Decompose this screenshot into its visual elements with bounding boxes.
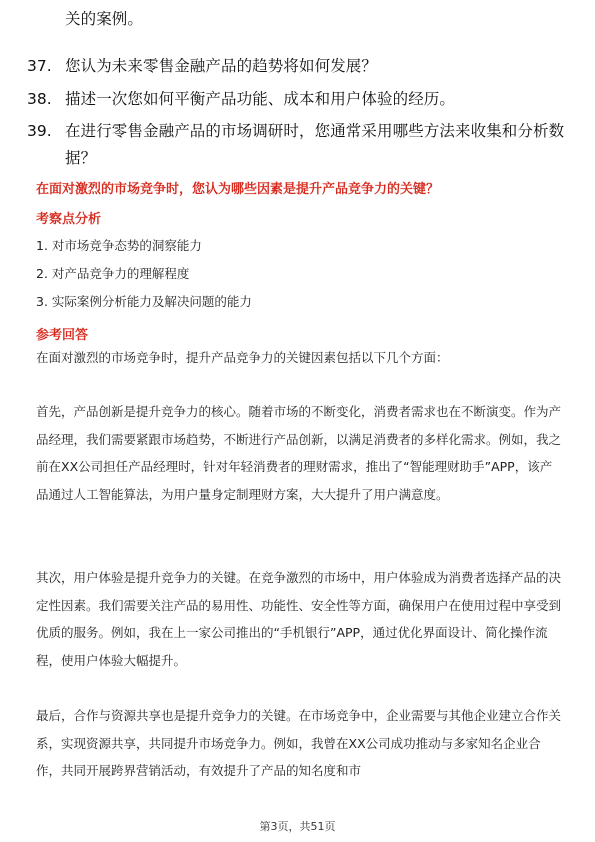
question-number: 38. bbox=[27, 90, 52, 108]
paragraph-text: 最后，合作与资源共享也是提升竞争力的关键。在市场竞争中，企业需要与其他企业建立合作关系，实现资源共享，共同提升市场竞争力。例如，我曾在XX公司成功推动与多家知名企业合作，共同开展跨界营销活动，有效提升了产品的知名度和市 bbox=[36, 708, 562, 778]
answer-intro: 在面对激烈的市场竞争时，提升产品竞争力的关键因素包括以下几个方面： bbox=[36, 350, 449, 365]
answer-paragraph bbox=[36, 702, 564, 785]
analysis-point: 1. 对市场竞争态势的洞察能力 bbox=[36, 238, 202, 253]
answer-heading: 参考回答 bbox=[36, 328, 89, 343]
question-text: 描述一次您如何平衡产品功能、成本和用户体验的经历。 bbox=[65, 90, 456, 108]
analysis-heading: 考察点分析 bbox=[36, 212, 102, 227]
page-footer: 第3页，共51页 bbox=[259, 820, 336, 833]
paragraph-text: 其次，用户体验是提升竞争力的关键。在竞争激烈的市场中，用户体验成为消费者选择产品的决定性因素。我们需要关注产品的易用性、功能性、安全性等方面，确保用户在使用过程中享受到优质的服务。例如，我在上一家公司推出的“手机银行”APP，通过优化界面设计、简化操作流程，使用户体验大幅提升。 bbox=[36, 570, 562, 668]
analysis-point: 3. 实际案例分析能力及解决问题的能力 bbox=[36, 294, 252, 309]
analysis-point: 2. 对产品竞争力的理解程度 bbox=[36, 266, 190, 281]
question-number: 39. bbox=[27, 122, 52, 140]
question-text: 您认为未来零售金融产品的趋势将如何发展？ bbox=[65, 57, 378, 75]
question-text: 在进行零售金融产品的市场调研时，您通常采用哪些方法来收集和分析数据？ bbox=[65, 122, 565, 167]
featured-question: 在面对激烈的市场竞争时，您认为哪些因素是提升产品竞争力的关键？ bbox=[36, 182, 440, 197]
paragraph-text: 首先，产品创新是提升竞争力的核心。随着市场的不断变化，消费者需求也在不断演变。作为产品经理，我们需要紧跟市场趋势，不断进行产品创新，以满足消费者的多样化需求。例如，我之前在XX公司担任产品经理时，针对年轻消费者的理财需求，推出了“智能理财助手”APP，该产品通过人工智能算法，为用户量身定制理财方案，大大提升了用户满意度。 bbox=[36, 404, 562, 502]
question-text: 关的案例。 bbox=[65, 10, 144, 28]
answer-paragraph bbox=[36, 564, 564, 674]
question-number: 37. bbox=[27, 57, 52, 75]
answer-paragraph bbox=[36, 398, 564, 508]
